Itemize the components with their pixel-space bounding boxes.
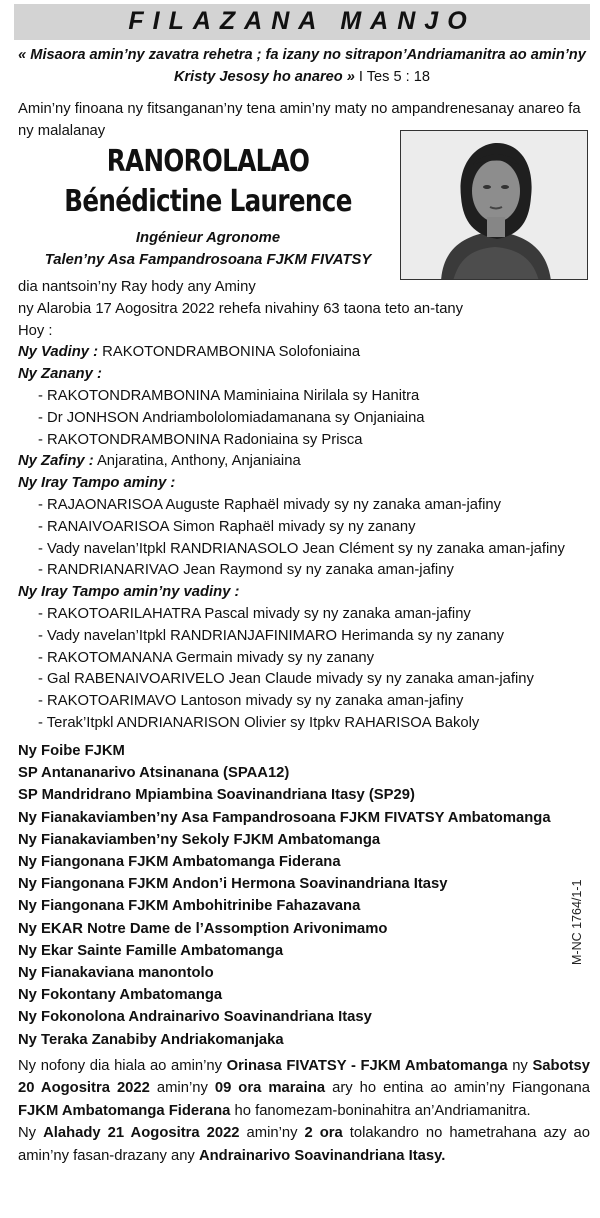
details-and-family — [18, 277, 590, 735]
text-span-bold: Andrainarivo Soavinandriana Itasy. — [198, 1147, 446, 1164]
text-span-bold: FJKM Ambatomanga Fiderana — [18, 1102, 231, 1119]
text-span-bold: 09 ora maraina — [214, 1080, 326, 1097]
list-item: - RAKOTOMANANA Germain mivady sy ny zanany — [38, 649, 375, 666]
organization-item: Ny Fiangonana FJKM Ambatomanga Fiderana — [18, 854, 341, 871]
list-item: - RANDRIANARIVAO Jean Raymond sy ny zanaka aman-jafiny — [38, 562, 454, 579]
list-item: - RAJAONARISOA Auguste Raphaël mivady sy ny zanaka aman-jafiny — [38, 496, 502, 513]
header-bar — [14, 4, 590, 40]
list-item: - Vady navelan’Itpkl RANDRIANJAFINIMARO Herimanda sy ny zanany — [38, 627, 504, 644]
deceased-title-2: Talen’ny Asa Fampandrosoana FJKM FIVATSY — [44, 252, 372, 268]
text-span: amin’ny — [149, 1080, 215, 1097]
death-line-1: dia nantsoin’ny Ray hody any Aminy — [18, 279, 256, 295]
organization-item: Ny Teraka Zanabiby Andriakomanjaka — [18, 1031, 284, 1048]
organization-item: Ny Fianakaviamben’ny Sekoly FJKM Ambatomanga — [18, 831, 381, 848]
list-item: - Gal RABENAIVOARIVELO Jean Claude mivady sy ny zanaka aman-jafiny — [38, 671, 534, 688]
quote-text: « Misaora amin’ny zavatra rehetra ; fa izany no sitrapon’Andriamanitra ao amin’ny Kristy Jesosy ho anareo » — [18, 47, 586, 85]
spouse-row — [18, 342, 590, 364]
list-item: - RAKOTOARILAHATRA Pascal mivady sy ny zanaka aman-jafiny — [38, 605, 471, 622]
header-title: FILAZANA MANJO — [128, 7, 476, 36]
text-span: amin’ny — [239, 1125, 305, 1142]
organization-item: Ny Ekar Sainte Famille Ambatomanga — [18, 942, 284, 959]
text-span-bold: Alahady 21 Aogositra 2022 — [43, 1125, 240, 1142]
text-span: Ny nofony dia hiala ao amin’ny — [18, 1058, 227, 1074]
deceased-surname: RANOROLALAO — [106, 144, 310, 179]
organization-item: Ny Fokontany Ambatomanga — [18, 987, 223, 1004]
organization-item: Ny Fianakaviamben’ny Asa Fampandrosoana FJKM FIVATSY Ambatomanga — [18, 809, 551, 826]
intro-text: Amin’ny finoana ny fitsanganan’ny tena amin’ny maty no ampandrenesanay anareo fa ny malalanay — [18, 101, 581, 139]
funeral-arrangements — [18, 1055, 590, 1167]
grandchildren-label: Ny Zafiny : — [18, 453, 94, 470]
text-span-bold: 2 ora — [304, 1125, 343, 1142]
portrait-photo — [400, 130, 588, 280]
list-item: - Dr JONHSON Andriambololomiadamanana sy Onjaniaina — [38, 409, 425, 426]
grandchildren-names: Anjaratina, Anthony, Anjaniaina — [96, 453, 301, 470]
text-span: Ny — [18, 1125, 44, 1142]
ad-reference-code: M-NC 1764/1-1 — [570, 879, 584, 965]
deceased-title-1: Ingénieur Agronome — [135, 230, 281, 246]
list-item: - Vady navelan’Itpkl RANDRIANASOLO Jean Clément sy ny zanaka aman-jafiny — [38, 540, 565, 557]
spouse-label: Ny Vadiny : — [18, 344, 99, 361]
organization-item: Ny Fokonolona Andrainarivo Soavinandriana Itasy — [18, 1009, 372, 1026]
organization-item: Ny Fiangonana FJKM Andon’i Hermona Soavinandriana Itasy — [18, 876, 448, 893]
spouse-name: RAKOTONDRAMBONINA Solofoniaina — [102, 344, 361, 361]
organization-item: Ny EKAR Notre Dame de l’Assomption Arivonimamo — [18, 920, 388, 937]
spouse-siblings-label: Ny Iray Tampo amin’ny vadiny : — [18, 584, 240, 601]
quote-reference: I Tes 5 : 18 — [358, 69, 431, 85]
organizations-list — [18, 740, 560, 1051]
portrait-illustration — [401, 131, 588, 280]
text-span: ho fanomezam-boninahitra an’Andriamanitra. — [230, 1102, 531, 1119]
list-item: - RAKOTONDRAMBONINA Maminiaina Nirilala sy Hanitra — [38, 387, 420, 404]
closing-paragraph-1 — [18, 1055, 590, 1122]
death-line-2: ny Alarobia 17 Aogositra 2022 rehefa nivahiny 63 taona teto an-tany — [18, 300, 464, 317]
list-item: - RAKOTONDRAMBONINA Radoniaina sy Prisca — [38, 431, 363, 448]
text-span-bold: Sabotsy 20 Aogositra 2022 — [18, 1058, 590, 1097]
text-span: tolakandro no hametrahana azy ao amin’ny fasan-drazany any — [18, 1125, 590, 1164]
text-span-bold: Orinasa FIVATSY - FJKM Ambatomanga — [226, 1058, 508, 1074]
death-line-3: Hoy : — [18, 322, 53, 339]
organization-item: SP Antananarivo Atsinanana (SPAA12) — [18, 765, 290, 782]
list-item: - Terak’Itpkl ANDRIANARISON Olivier sy Itpkv RAHARISOA Bakoly — [38, 714, 480, 731]
organization-item: SP Mandridrano Mpiambina Soavinandriana Itasy (SP29) — [18, 787, 415, 804]
text-span: ny — [507, 1058, 533, 1074]
children-label: Ny Zanany : — [18, 366, 102, 383]
grandchildren-row — [18, 451, 590, 473]
organization-item: Ny Fiangonana FJKM Ambohitrinibe Fahazavana — [18, 898, 361, 915]
deceased-given-names: Bénédictine Laurence — [64, 184, 352, 219]
closing-paragraph-2 — [18, 1122, 590, 1167]
organization-item: Ny Foibe FJKM — [18, 743, 125, 759]
list-item: - RANAIVOARISOA Simon Raphaël mivady sy ny zanany — [38, 518, 416, 535]
bible-quote — [14, 44, 590, 88]
organization-item: Ny Fianakaviana manontolo — [18, 965, 214, 982]
list-item: - RAKOTOARIMAVO Lantoson mivady sy ny zanaka aman-jafiny — [38, 693, 464, 710]
text-span: ary ho entina ao amin’ny Fiangonana — [325, 1080, 590, 1097]
siblings-label: Ny Iray Tampo aminy : — [18, 475, 176, 492]
